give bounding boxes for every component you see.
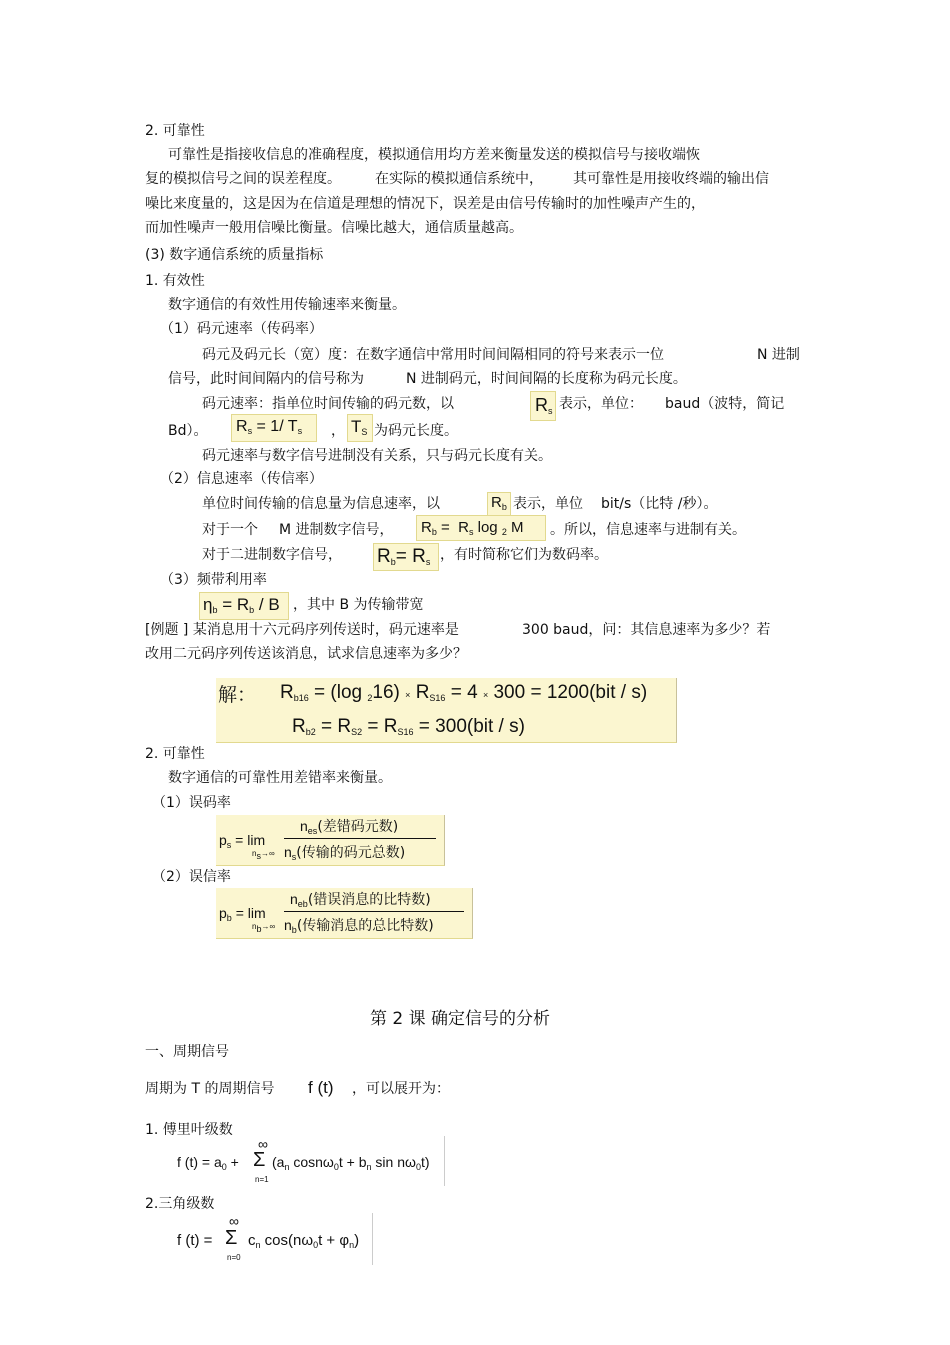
solution-formula-1: $R_{b16} = (\log$ $_216) \times R_{S16} = 4 \times 300 = 1200(bit / s)$ — [280, 682, 648, 703]
formula-band-efficiency: $\eta_b = R_b / B$ — [199, 592, 289, 620]
paragraph-line: 码元及码元长（宽）度：在数字通信中常用时间间隔相同的符号来表示一位 — [202, 347, 664, 363]
paragraph-line: N 进制 — [757, 347, 800, 363]
paragraph-line: 对于一个 — [202, 522, 258, 538]
paragraph-line: 周期为 T 的周期信号 — [145, 1081, 275, 1097]
paragraph-line: 噪比来度量的，这是因为在信道是理想的情况下，误差是由信号传输时的加性噪声产生的， — [145, 196, 705, 212]
paragraph-line: 表示，单位 — [513, 496, 583, 512]
paragraph-line: 而加性噪声一般用信噪比衡量。信噪比越大，通信质量越高。 — [145, 220, 523, 236]
paragraph-line: 复的模拟信号之间的误差程度。 — [145, 171, 341, 187]
paragraph-line: 可靠性是指接收信息的准确程度，模拟通信用均方差来衡量发送的模拟信号与接收端恢 — [168, 147, 700, 163]
example-line: 300 baud，问：其信息速率为多少？若 — [522, 622, 771, 638]
paragraph-line: baud（波特，简记 — [665, 396, 785, 412]
paragraph-line: 。所以，信息速率与进制有关。 — [550, 522, 746, 538]
paragraph-line: 单位时间传输的信息量为信息速率，以 — [202, 496, 440, 512]
subsection-title: （2）信息速率（传信率） — [160, 471, 323, 487]
paragraph-line: 其可靠性是用接收终端的输出信 — [573, 171, 769, 187]
section-heading-effectiveness: 1. 有效性 — [145, 273, 205, 289]
solution-formula-2: $R_{b2} = R_{S2} = R_{S16} = 300(bit / s)$ — [292, 716, 525, 737]
formula-bit-error-rate: $p_b = \lim$ $n_b\to\infty$ $n_{eb}$(错误消息的比特数) $n_b$(传输消息的总比特数) — [216, 888, 473, 939]
subsection-title: （1）误码率 — [152, 795, 231, 811]
paragraph-line: 表示，单位： — [559, 396, 643, 412]
formula-ts: $T_S$ — [347, 414, 373, 442]
section-heading-periodic: 一、周期信号 — [145, 1044, 229, 1060]
paragraph-line: N 进制码元，时间间隔的长度称为码元长度。 — [406, 371, 687, 387]
formula-ber: $p_s = \lim$ $n_s\to\infty$ $n_{es}$(差错码元数) $n_s$(传输的码元总数) — [216, 815, 445, 866]
solution-box — [216, 678, 677, 743]
formula-bit-error-numerator: (错误消息的比特数) — [307, 892, 431, 908]
paragraph-line: 数字通信的可靠性用差错率来衡量。 — [168, 770, 392, 786]
section-heading-reliability-digital: 2. 可靠性 — [145, 746, 205, 762]
subsection-title: （1）码元速率（传码率） — [160, 321, 323, 337]
section-heading-digital: (3) 数字通信系统的质量指标 — [145, 247, 324, 263]
formula-rb-equals-rs: $R_b= R_s$ — [373, 543, 439, 571]
formula-ber-numerator: (差错码元数) — [317, 819, 399, 835]
paragraph-line: Bd）。 — [168, 423, 208, 439]
example-line: [例题 ] 某消息用十六元码序列传送时，码元速率是 — [145, 622, 459, 638]
formula-rs-equals-1-over-ts: $R_s = 1/$ $T_s$ — [231, 414, 317, 442]
paragraph-line: 在实际的模拟通信系统中， — [375, 171, 543, 187]
formula-ft: f (t) — [308, 1078, 334, 1097]
formula-ber-denominator: (传输的码元总数) — [296, 845, 406, 861]
section-heading-fourier: 1. 傅里叶级数 — [145, 1122, 233, 1138]
formula-rs: $R_s$ — [530, 391, 556, 421]
subsection-title: （3）频带利用率 — [160, 572, 267, 588]
formula-fourier-series: ∞ f $(t) = a_0$ + Σ n=1 ($a_n$ $\cos n\omega_0t + b_n$ $\sin n\omega_0t$) — [170, 1136, 445, 1186]
paragraph-line: 为码元长度。 — [374, 423, 458, 439]
example-line: 改用二元码序列传送该消息，试求信息速率为多少？ — [145, 646, 467, 662]
paragraph-line: ，有时简称它们为数码率。 — [440, 547, 608, 563]
paragraph-line: 对于二进制数字信号， — [202, 547, 342, 563]
formula-trig-series: ∞ f (t) = Σ n=0 $c_n$ $\cos(n\omega_0t + \varphi_n)$ — [170, 1213, 373, 1265]
formula-bit-error-denominator: (传输消息的总比特数) — [296, 918, 434, 934]
paragraph-line: bit/s（比特 /秒）。 — [601, 496, 718, 512]
paragraph-line: 信号，此时间间隔内的信号称为 — [168, 371, 364, 387]
paragraph-line: ，可以展开为： — [352, 1081, 450, 1097]
paragraph-line: 数字通信的有效性用传输速率来衡量。 — [168, 297, 406, 313]
solution-label: 解： — [218, 684, 257, 706]
paragraph-line: M 进制数字信号， — [279, 522, 394, 538]
section-heading-trig: 2.三角级数 — [145, 1196, 215, 1212]
subsection-title: （2）误信率 — [152, 869, 231, 885]
paragraph-line: 码元速率：指单位时间传输的码元数，以 — [202, 396, 454, 412]
formula-rb-equals-rs-log2m: $R_b = R_s$ log $_2$ M — [416, 515, 546, 541]
formula-rb: $R_b$ — [487, 492, 511, 516]
paragraph-line: 码元速率与数字信号进制没有关系，只与码元长度有关。 — [202, 448, 552, 464]
section-heading-reliability: 2. 可靠性 — [145, 123, 205, 139]
paragraph-line: ， — [331, 423, 345, 439]
paragraph-line: ，其中 B 为传输带宽 — [293, 597, 424, 613]
lesson-title: 第 2 课 确定信号的分析 — [370, 1009, 551, 1029]
